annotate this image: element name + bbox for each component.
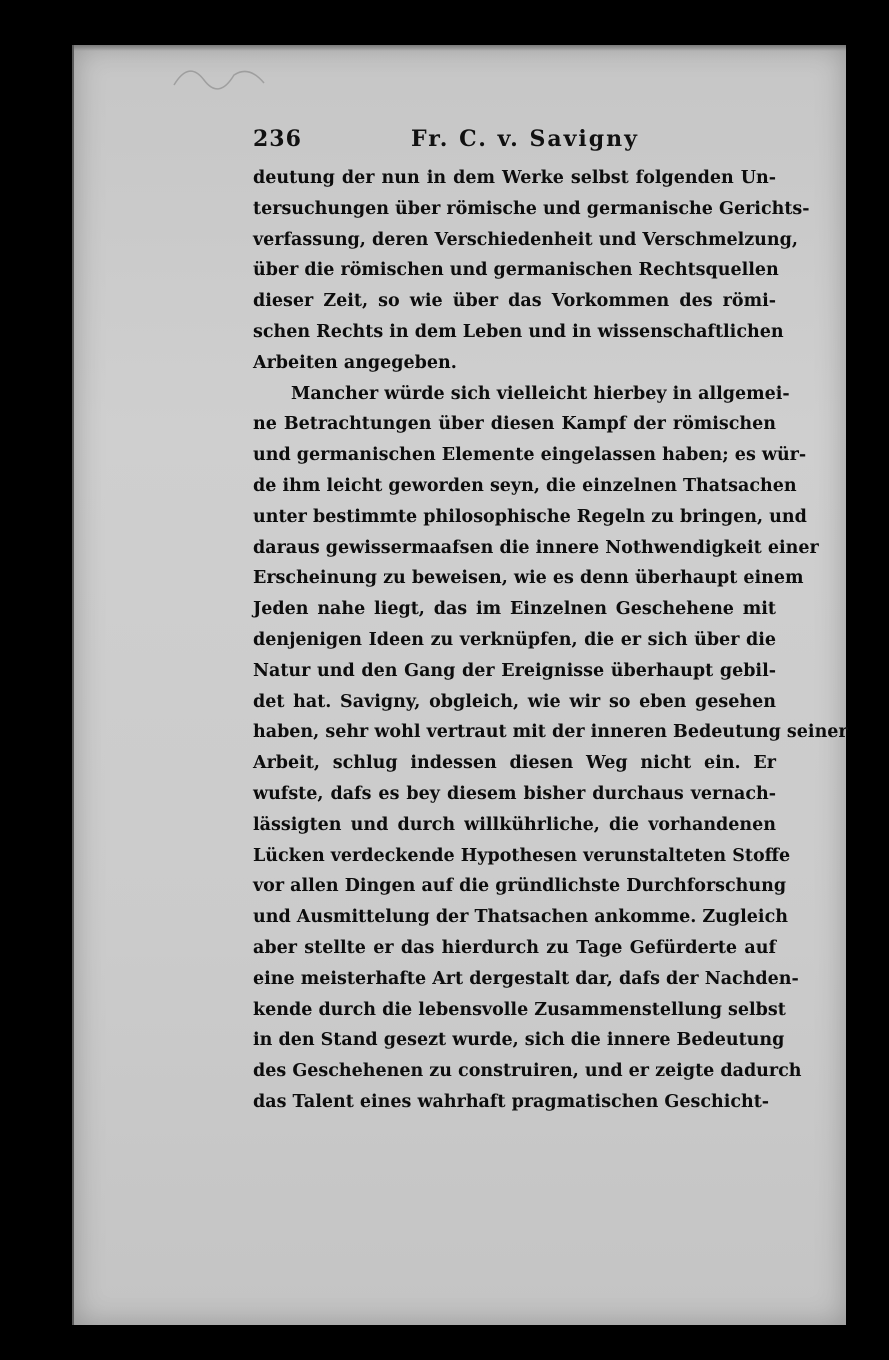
text-line: unter bestimmte philosophische Regeln zu bringen, und: [253, 506, 807, 527]
text-line: Arbeiten angegeben.: [253, 352, 457, 373]
text-line: Natur und den Gang der Ereignisse überhaupt gebil-: [253, 660, 776, 681]
text-line: vor allen Dingen auf die gründlichste Durchforschung: [253, 876, 787, 897]
text-line: schen Rechts in dem Leben und in wissenschaftlichen: [253, 321, 784, 342]
text-line: lässigten und durch willkührliche, die vorhandenen: [253, 814, 776, 835]
text-line: deutung der nun in dem Werke selbst folgenden Un-: [253, 168, 776, 188]
text-line: ne Betrachtungen über diesen Kampf der römischen: [253, 414, 776, 435]
text-line: und Ausmittelung der Thatsachen ankomme. Zugleich: [253, 907, 788, 928]
text-line: Erscheinung zu beweisen, wie es denn überhaupt einem: [253, 568, 804, 589]
text-line: det hat. Savigny, obgleich, wie wir so eben gesehen: [253, 691, 776, 712]
pencil-scribble-mark: [169, 55, 269, 95]
text-line: de ihm leicht geworden seyn, die einzelnen Thatsachen: [253, 475, 797, 496]
text-line: kende durch die lebensvolle Zusammenstellung selbst: [253, 999, 786, 1020]
text-line: verfassung, deren Verschiedenheit und Verschmelzung,: [253, 229, 798, 250]
page-edge: [74, 45, 846, 51]
text-line: haben, sehr wohl vertraut mit der inneren Bedeutung seiner: [253, 722, 848, 743]
text-line: tersuchungen über römische und germanische Gerichts-: [253, 198, 810, 219]
text-line: dieser Zeit, so wie über das Vorkommen des römi-: [253, 291, 776, 312]
text-line: daraus gewissermaafsen die innere Nothwendigkeit einer: [253, 537, 819, 558]
text-line: über die römischen und germanischen Rechtsquellen: [253, 260, 779, 281]
text-line: aber stellte er das hierdurch zu Tage Gefürderte auf: [253, 937, 776, 958]
text-line: Jeden nahe liegt, das im Einzelnen Geschehene mit: [253, 599, 776, 620]
text-line: das Talent eines wahrhaft pragmatischen Geschicht-: [253, 1091, 770, 1112]
text-line: und germanischen Elemente eingelassen haben; es wür-: [253, 445, 807, 466]
text-line: Arbeit, schlug indessen diesen Weg nicht ein. Er: [253, 753, 776, 774]
page-number: 236: [253, 126, 302, 152]
page-header: [253, 126, 771, 158]
text-line: eine meisterhafte Art dergestalt dar, dafs der Nachden-: [253, 968, 799, 989]
text-line: des Geschehenen zu construiren, und er zeigte dadurch: [253, 1061, 802, 1082]
text-line: wufste, dafs es bey diesem bisher durchaus vernach-: [253, 783, 776, 804]
text-line: Mancher würde sich vielleicht hierbey in allgemei-: [291, 383, 790, 404]
running-head: Fr. C. v. Savigny: [411, 126, 639, 152]
text-line: denjenigen Ideen zu verknüpfen, die er sich über die: [253, 629, 776, 650]
text-line: in den Stand gesezt wurde, sich die innere Bedeutung: [253, 1030, 785, 1051]
text-line: Lücken verdeckende Hypothesen verunstalteten Stoffe: [253, 845, 791, 866]
body-text: [253, 163, 848, 1118]
